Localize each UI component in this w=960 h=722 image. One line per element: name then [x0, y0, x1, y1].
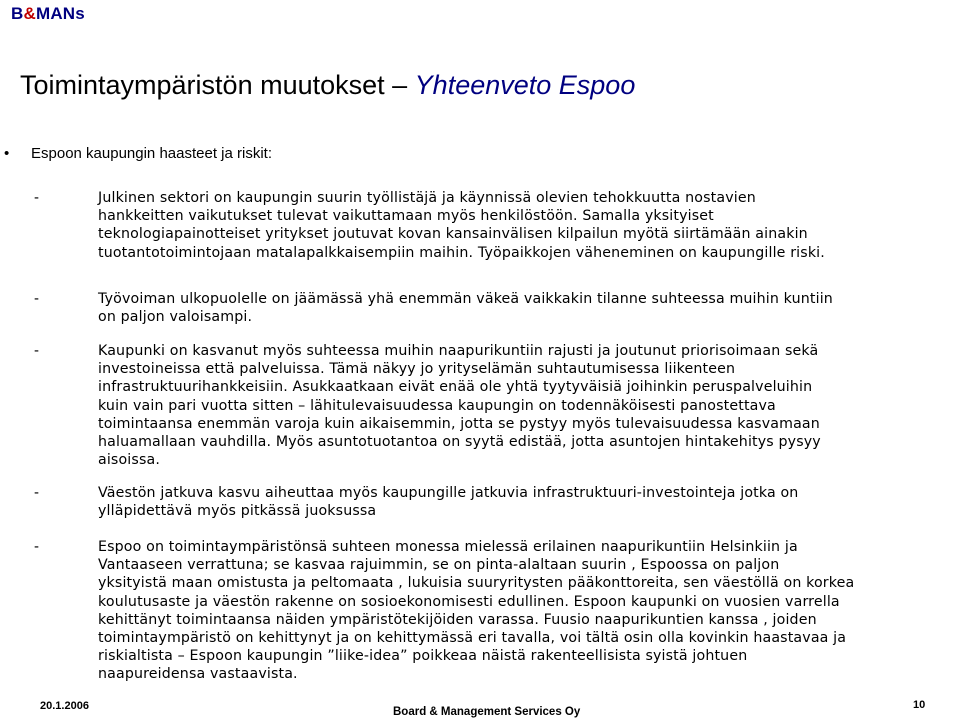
text-line: riskialtista – Espoon kaupungin ”liike-idea” poikkeaa näistä rakenteellisista syistä johtuen — [98, 648, 748, 665]
page-title-main: Toimintaympäristön muutokset – — [20, 70, 415, 100]
footer-date: 20.1.2006 — [40, 700, 89, 712]
logo-b: B — [11, 4, 24, 23]
dash-marker: - — [34, 342, 39, 359]
section-heading-text: Espoon kaupungin haasteet ja riskit: — [31, 145, 272, 162]
text-line: koulutusaste ja väestön rakenne on sosioekonomisesti edullinen. Espoon kaupunki on vuosien varrella — [98, 593, 840, 610]
dash-marker: - — [34, 290, 39, 307]
page-title-sub: Yhteenveto Espoo — [414, 70, 636, 100]
text-line: naapureidensa vastaavista. — [98, 666, 298, 683]
text-line: hankkeitten vaikutukset tulevat vaikuttamaan myös henkilöstöön. Samalla yksityiset — [98, 208, 714, 225]
bullet-icon: • — [4, 145, 10, 162]
text-line: investoineissa että palveluissa. Tämä näkyy jo yrityselämän suhtautumisessa liikenteen — [98, 361, 736, 378]
text-line: infrastruktuurihankkeisiin. Asukkaatkaan eivät enää ole yhtä tyytyväisiä joihinkin peruspalveluihin — [98, 379, 813, 396]
text-line: on paljon valoisampi. — [98, 309, 253, 326]
text-line: Espoo on toimintaympäristönsä suhteen monessa mielessä erilainen naapurikuntiin Helsinkiin ja — [98, 539, 798, 555]
text-line: Vantaaseen verrattuna; se kasvaa rajuimmin, se on pinta-alaltaan suurin , Espoossa on paljon — [98, 557, 780, 574]
text-line: Kaupunki on kasvanut myös suhteessa muihin naapurikuntiin rajusti ja joutunut priorisoimaan sekä — [98, 343, 819, 359]
dash-marker: - — [34, 189, 39, 206]
list-item-text — [98, 290, 940, 326]
footer-company: Board & Management Services Oy — [393, 706, 581, 718]
page-number: 10 — [913, 699, 926, 711]
dash-marker: - — [34, 538, 39, 555]
text-line: tuotantotoimintojaan matalapalkkaisempiin maihin. Työpaikkojen väheneminen on kaupungille riski. — [98, 244, 825, 261]
list-item-text — [98, 189, 940, 262]
text-line: kuin vain pari vuotta sitten – lähitulevaisuudessa kaupungin on todennäköisesti panostettava — [98, 397, 776, 414]
page-title — [20, 70, 635, 101]
text-line: aisoissa. — [98, 452, 160, 469]
text-line: Julkinen sektori on kaupungin suurin työllistäjä ja käynnissä olevien tehokkuutta nostavien — [98, 190, 756, 206]
text-line: toimintaympäristö on kehittynyt ja on kehittymässä eri tavalla, voi tältä osin olla kovinkin haastavaa ja — [98, 630, 847, 647]
dash-marker: - — [34, 484, 39, 501]
list-item-text — [98, 538, 940, 684]
text-line: ylläpidettävä myös pitkässä juoksussa — [98, 503, 377, 520]
text-line: haluamallaan vauhdilla. Myös asuntotuotantoa on syytä edistää, jotta asuntojen hintakehitys pysyy — [98, 434, 821, 451]
text-line: Väestön jatkuva kasvu aiheuttaa myös kaupungille jatkuvia infrastruktuuri-investointeja jotka on — [98, 485, 799, 501]
text-line: toimintaansa enemmän varoja kuin aikaisemmin, jotta se pystyy myös tulevaisuudessa kasvamaan — [98, 415, 820, 432]
text-line: kehittänyt toimintaansa näiden ympäristötekijöiden varassa. Fuusio naapurikuntien kanssa , joiden — [98, 611, 817, 628]
section-heading — [0, 145, 272, 162]
text-line: yksityistä maan omistusta ja peltomaata , lukuisia suuryritysten pääkonttoreita, sen väestöllä on korkea — [98, 575, 855, 592]
list-item-text — [98, 484, 940, 520]
text-line: Työvoiman ulkopuolelle on jäämässä yhä enemmän väkeä vaikkakin tilanne suhteessa muihin kuntiin — [98, 291, 833, 307]
logo-mans: MANs — [35, 4, 85, 23]
company-logo — [11, 4, 85, 24]
logo-ampersand: & — [23, 4, 36, 23]
list-item-text — [98, 342, 940, 469]
text-line: teknologiapainotteiset yritykset joutuvat kovan kansainvälisen kilpailun myötä siirtämään ainakin — [98, 226, 808, 243]
